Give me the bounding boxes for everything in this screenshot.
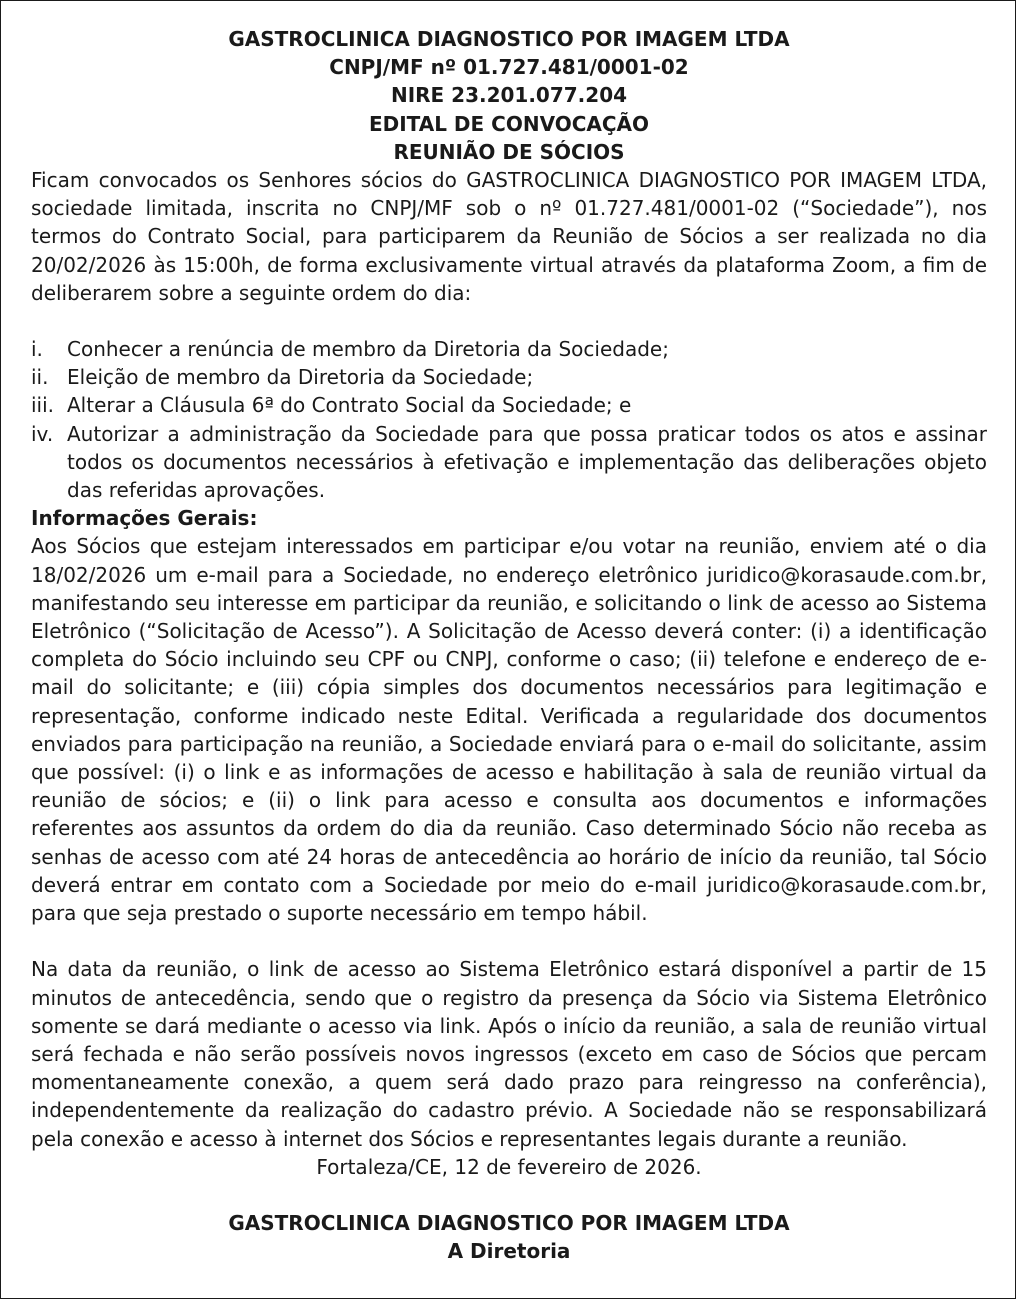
agenda-item bbox=[31, 363, 987, 391]
place-date: Fortaleza/CE, 12 de fevereiro de 2026. bbox=[316, 1154, 702, 1179]
cnpj-line: CNPJ/MF nº 01.727.481/0001-02 bbox=[329, 55, 689, 80]
info-paragraph-2: Na data da reunião, o link de acesso ao Sistema Eletrônico estará disponível a partir de 15 minutos de antecedência, sendo que o registro da presença da Sócio via Sistema Eletrônico somente se dará mediante o acesso via link. Após o início da reunião, a sala de reunião virtual será fechada e não serão possíveis novos ingressos (exceto em caso de Sócios que percam momentaneamente conexão, a quem será dado prazo para reingresso na conferência), independentemente da realização do cadastro prévio. A Sociedade não se responsabilizará pela conexão e acesso à internet dos Sócios e representantes legais durante a reunião. bbox=[31, 957, 987, 1151]
spacer bbox=[31, 307, 987, 335]
agenda-item-text: Conhecer a renúncia de membro da Diretoria da Sociedade; bbox=[67, 337, 669, 362]
agenda-item bbox=[31, 335, 987, 363]
agenda-item-number: iv. bbox=[31, 421, 54, 446]
agenda-item-number: iii. bbox=[31, 393, 55, 418]
agenda-list bbox=[31, 335, 987, 504]
agenda-item-text: Alterar a Cláusula 6ª do Contrato Social da Sociedade; e bbox=[67, 393, 632, 418]
agenda-item-text: Autorizar a administração da Sociedade para que possa praticar todos os atos e assinar todos os documentos necessários à efetivação e implementação das deliberações objeto das referidas aprovações. bbox=[67, 421, 987, 503]
agenda-item-text: Eleição de membro da Diretoria da Sociedade; bbox=[67, 365, 534, 390]
meeting-title: REUNIÃO DE SÓCIOS bbox=[393, 139, 625, 164]
edital-title: EDITAL DE CONVOCAÇÃO bbox=[368, 111, 650, 136]
signature-role: A Diretoria bbox=[447, 1239, 571, 1264]
nire-line: NIRE 23.201.077.204 bbox=[390, 83, 628, 108]
agenda-item-number: ii. bbox=[31, 365, 49, 390]
company-name: GASTROCLINICA DIAGNOSTICO POR IMAGEM LTDA bbox=[228, 27, 790, 51]
notice-body bbox=[31, 25, 987, 1265]
info-paragraph-1: Aos Sócios que estejam interessados em participar e/ou votar na reunião, enviem até o dia 18/02/2026 um e-mail para a Sociedade, no endereço eletrônico juridico@korasaude.com.br, manifestando seu interesse em participar da reunião, e solicitando o link de acesso ao Sistema Eletrônico (“Solicitação de Acesso”). A Solicitação de Acesso deverá conter: (i) a identificação completa do Sócio incluindo seu CPF ou CNPJ, conforme o caso; (ii) telefone e endereço de e-mail do solicitante; e (iii) cópia simples dos documentos necessários para legitimação e representação, conforme indicado neste Edital. Verificada a regularidade dos documentos enviados para participação na reunião, a Sociedade enviará para o e-mail do solicitante, assim que possível: (i) o link e as informações de acesso e habilitação à sala de reunião virtual da reunião de sócios; e (ii) o link para acesso e consulta aos documentos e informações referentes aos assuntos da ordem do dia da reunião. Caso determinado Sócio não receba as senhas de acesso com até 24 horas de antecedência ao horário de início da reunião, tal Sócio deverá entrar em contato com a Sociedade por meio do e-mail juridico@korasaude.com.br, para que seja prestado o suporte necessário em tempo hábil. bbox=[31, 534, 987, 926]
intro-paragraph: Ficam convocados os Senhores sócios do GASTROCLINICA DIAGNOSTICO POR IMAGEM LTDA, sociedade limitada, inscrita no CNPJ/MF sob o nº 01.727.481/0001-02 (“Sociedade”), nos termos do Contrato Social, para participarem da Reunião de Sócios a ser realizada no dia 20/02/2026 às 15:00h, de forma exclusivamente virtual através da plataforma Zoom, a fim de deliberarem sobre a seguinte ordem do dia: bbox=[31, 168, 987, 305]
agenda-item bbox=[31, 420, 987, 505]
agenda-item-number: i. bbox=[31, 337, 43, 362]
agenda-item bbox=[31, 391, 987, 419]
info-heading: Informações Gerais: bbox=[31, 506, 258, 531]
spacer bbox=[31, 927, 987, 955]
signature-company: GASTROCLINICA DIAGNOSTICO POR IMAGEM LTDA bbox=[228, 1210, 790, 1235]
spacer bbox=[31, 1181, 987, 1209]
